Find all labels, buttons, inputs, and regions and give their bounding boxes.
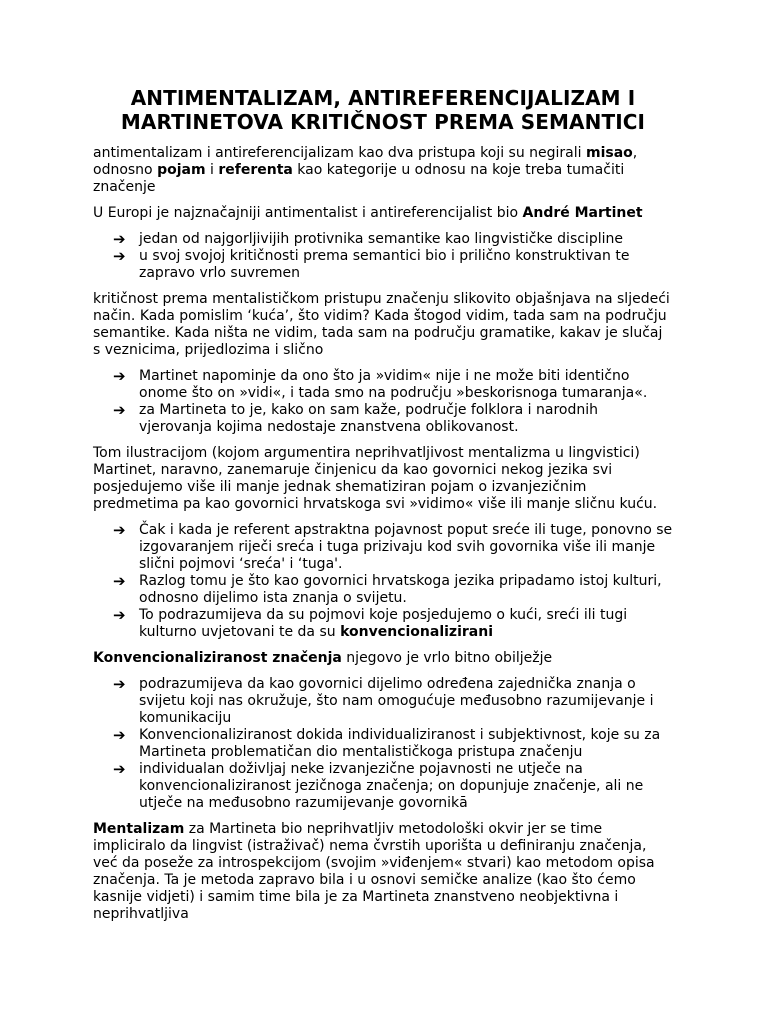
arrow-right-icon: ➔ xyxy=(113,726,126,744)
paragraph-text: za Martineta bio neprihvatljiv metodološki okvir jer se time impliciralo da lingvist (istraživač) nema čvrstih uporišta u definiranju značenja, već da poseže za introspekcijom (svojim »viđenjem« stvari) kao metodom opisa značenja. Ta je metoda zapravo bila i u osnovi semičke analize (kao što ćemo kasnije vidjeti) i samim time bila je za Martineta znanstveno neobjektivna i neprihvatljiva xyxy=(93,821,655,922)
bold-term: konvencionalizirani xyxy=(340,624,493,640)
paragraph-3: kritičnost prema mentalističkom pristupu značenju slikovito objašnjava na sljedeći način. Kada pomislim ‘kuća’, što vidim? Kada štogod vidim, tada sam na području semantike. Kada ništa ne vidim, tada sam na području gramatike, kakav je slučaj s veznicima, prijedlozima i slično xyxy=(93,291,670,358)
bullet-list-1 xyxy=(93,231,673,282)
list-item xyxy=(93,761,673,812)
list-item xyxy=(93,231,673,248)
title-line-2: MARTINETOVA KRITIČNOST PREMA SEMANTICI xyxy=(120,110,646,134)
bullet-list-3 xyxy=(93,522,673,641)
list-item xyxy=(93,727,673,761)
paragraph-text: kao kategorije u odnosu na koje treba tumačiti značenje xyxy=(93,162,625,195)
arrow-right-icon: ➔ xyxy=(113,760,126,778)
bold-term: André Martinet xyxy=(522,205,643,221)
arrow-right-icon: ➔ xyxy=(113,367,126,385)
paragraph-4: Tom ilustracijom (kojom argumentira neprihvatljivost mentalizma u lingvistici) Martinet, naravno, zanemaruje činjenicu da kao govornici nekog jezika svi posjedujemo više ili manje jednak shematiziran pojam o izvanjezičnim predmetima pa kao govornici hrvatskoga svi »vidimo« više ili manje sličnu kuću. xyxy=(93,445,658,512)
list-item-text: u svoj svojoj kritičnosti prema semantici bio i prilično konstruktivan te zapravo vrlo suvremen xyxy=(139,248,630,281)
list-item-text: jedan od najgorljivijih protivnika semantike kao lingvističke discipline xyxy=(139,231,623,247)
arrow-right-icon: ➔ xyxy=(113,401,126,419)
list-item xyxy=(93,607,673,641)
paragraph-5 xyxy=(93,650,673,667)
arrow-right-icon: ➔ xyxy=(113,230,126,248)
bullet-list-2 xyxy=(93,368,673,436)
list-item-text: Konvencionaliziranost dokida individualiziranost i subjektivnost, koje su za Martineta problematičan dio mentalističkoga pristupa značenju xyxy=(139,727,661,760)
bold-term: pojam xyxy=(157,162,206,178)
list-item-text: Razlog tomu je što kao govornici hrvatskoga jezika pripadamo istoj kulturi, odnosno dijelimo ista znanja o svijetu. xyxy=(139,573,662,606)
bold-term: referenta xyxy=(218,162,293,178)
document-page xyxy=(93,86,673,923)
bullet-list-4 xyxy=(93,676,673,812)
arrow-right-icon: ➔ xyxy=(113,521,126,539)
arrow-right-icon: ➔ xyxy=(113,247,126,265)
paragraph-6 xyxy=(93,821,673,923)
list-item-text: Čak i kada je referent apstraktna pojavnost poput sreće ili tuge, ponovno se izgovaranjem riječi sreća i tuga prizivaju kod svih govornika više ili manje slični pojmovi ‘sreća' i ‘tuga'. xyxy=(139,522,673,572)
list-item-text: Martinet napominje da ono što ja »vidim« nije i ne može biti identično onome što on »vidi«, i tada smo na području »beskorisnoga tumaranja«. xyxy=(139,368,648,401)
list-item xyxy=(93,248,673,282)
list-item-text: za Martineta to je, kako on sam kaže, područje folklora i narodnih vjerovanja kojima nedostaje znanstvena oblikovanost. xyxy=(139,402,598,435)
bold-term: Konvencionaliziranost značenja xyxy=(93,650,342,666)
arrow-right-icon: ➔ xyxy=(113,572,126,590)
arrow-right-icon: ➔ xyxy=(113,606,126,624)
paragraph-1 xyxy=(93,145,673,196)
list-item xyxy=(93,402,673,436)
paragraph-text: U Europi je najznačajniji antimentalist i antireferencijalist bio xyxy=(93,205,523,221)
title-line-1: ANTIMENTALIZAM, ANTIREFERENCIJALIZAM I xyxy=(130,86,636,110)
paragraph-text: i xyxy=(205,162,219,178)
list-item xyxy=(93,522,673,573)
bold-term: misao xyxy=(586,145,633,161)
paragraph-2 xyxy=(93,205,673,222)
list-item-text: individualan doživljaj neke izvanjezične pojavnosti ne utječe na konvencionaliziranost jezičnoga značenja; on dopunjuje značenje, ali ne utječe na međusobno razumijevanje govornikā xyxy=(139,761,644,811)
list-item-text: To podrazumijeva da su pojmovi koje posjedujemo o kući, sreći ili tugi kulturno uvjetovani te da su xyxy=(139,607,628,640)
list-item xyxy=(93,676,673,727)
paragraph-text: njegovo je vrlo bitno obilježje xyxy=(341,650,553,666)
list-item xyxy=(93,573,673,607)
list-item xyxy=(93,368,673,402)
paragraph-text: antimentalizam i antireferencijalizam kao dva pristupa koji su negirali xyxy=(93,145,586,161)
arrow-right-icon: ➔ xyxy=(113,675,126,693)
list-item-text: podrazumijeva da kao govornici dijelimo određena zajednička znanja o svijetu koji nas okružuje, što nam omogućuje međusobno razumijevanje i komunikaciju xyxy=(139,676,654,726)
paragraph-text: , odnosno xyxy=(93,145,638,178)
bold-term: Mentalizam xyxy=(93,821,185,837)
document-title xyxy=(93,86,673,134)
